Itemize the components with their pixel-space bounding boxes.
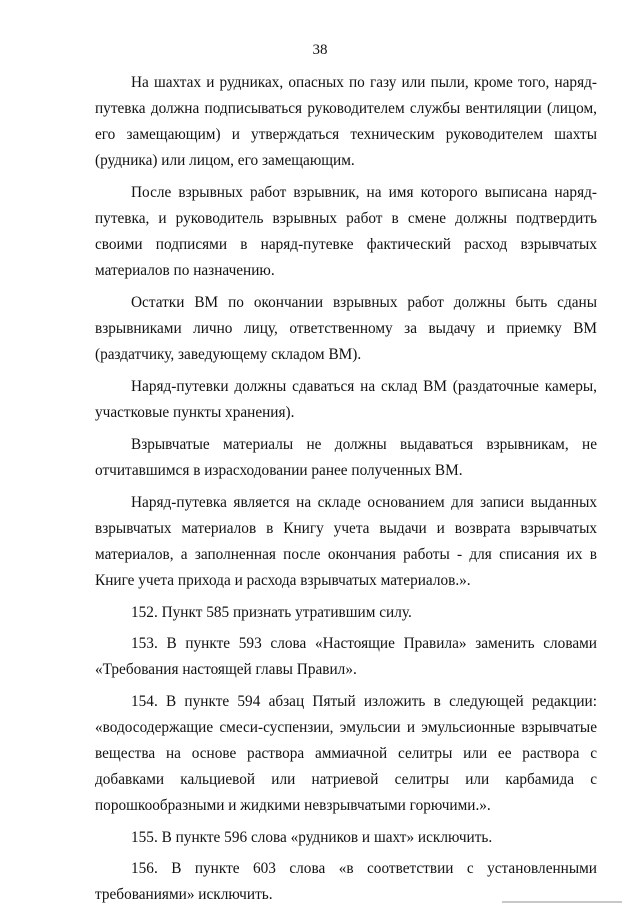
paragraph-orders-to-warehouse: Наряд-путевки должны сдаваться на склад ВМ (раздаточные камеры, участковые пункты хранения). — [95, 378, 597, 421]
paragraph-item-153: 153. В пункте 593 слова «Настоящие Правила» заменить словами «Требования настоящей главы Правил». — [95, 635, 597, 678]
document-body — [95, 70, 597, 914]
paragraph-item-155: 155. В пункте 596 слова «рудников и шахт» исключить. — [131, 829, 493, 846]
paragraph-gas-mines: На шахтах и рудниках, опасных по газу или пыли, кроме того, наряд-путевка должна подписываться руководителем службы вентиляции (лицом, его замещающим) и утверждаться техническим руководителем шахты (рудника) или лицом, его замещающим. — [95, 74, 597, 169]
page-number: 38 — [312, 42, 328, 58]
paragraph-remains-vm: Остатки ВМ по окончании взрывных работ должны быть сданы взрывниками лично лицу, ответственному за выдачу и приемку ВМ (раздатчику, заведующему складом ВМ). — [95, 294, 597, 363]
paragraph-item-154: 154. В пункте 594 абзац Пятый изложить в следующей редакции: «водосодержащие смеси-суспензии, эмульсии и эмульсионные взрывчатые вещества на основе раствора аммиачной селитры или ее раствора с добавками кальциевой или натриевой селитры или карбамида с порошкообразными и жидкими невзрывчатыми горючими.». — [95, 693, 597, 814]
scan-edge-mark — [502, 901, 622, 903]
paragraph-item-156: 156. В пункте 603 слова «в соответствии с установленными требованиями» исключить. — [95, 860, 597, 903]
paragraph-order-basis: Наряд-путевка является на складе основанием для записи выданных взрывчатых материалов в Книгу учета выдачи и возврата взрывчатых материалов, а заполненная после окончания работы - для списания их в Книге учета прихода и расхода взрывчатых материалов.». — [95, 494, 597, 589]
paragraph-no-issue: Взрывчатые материалы не должны выдаваться взрывникам, не отчитавшимся в израсходовании ранее полученных ВМ. — [95, 436, 597, 479]
paragraph-after-blasting: После взрывных работ взрывник, на имя которого выписана наряд-путевка, и руководитель взрывных работ в смене должны подтвердить своими подписями в наряд-путевке фактический расход взрывчатых материалов по назначению. — [95, 184, 597, 279]
paragraph-item-152: 152. Пункт 585 признать утратившим силу. — [131, 604, 412, 621]
